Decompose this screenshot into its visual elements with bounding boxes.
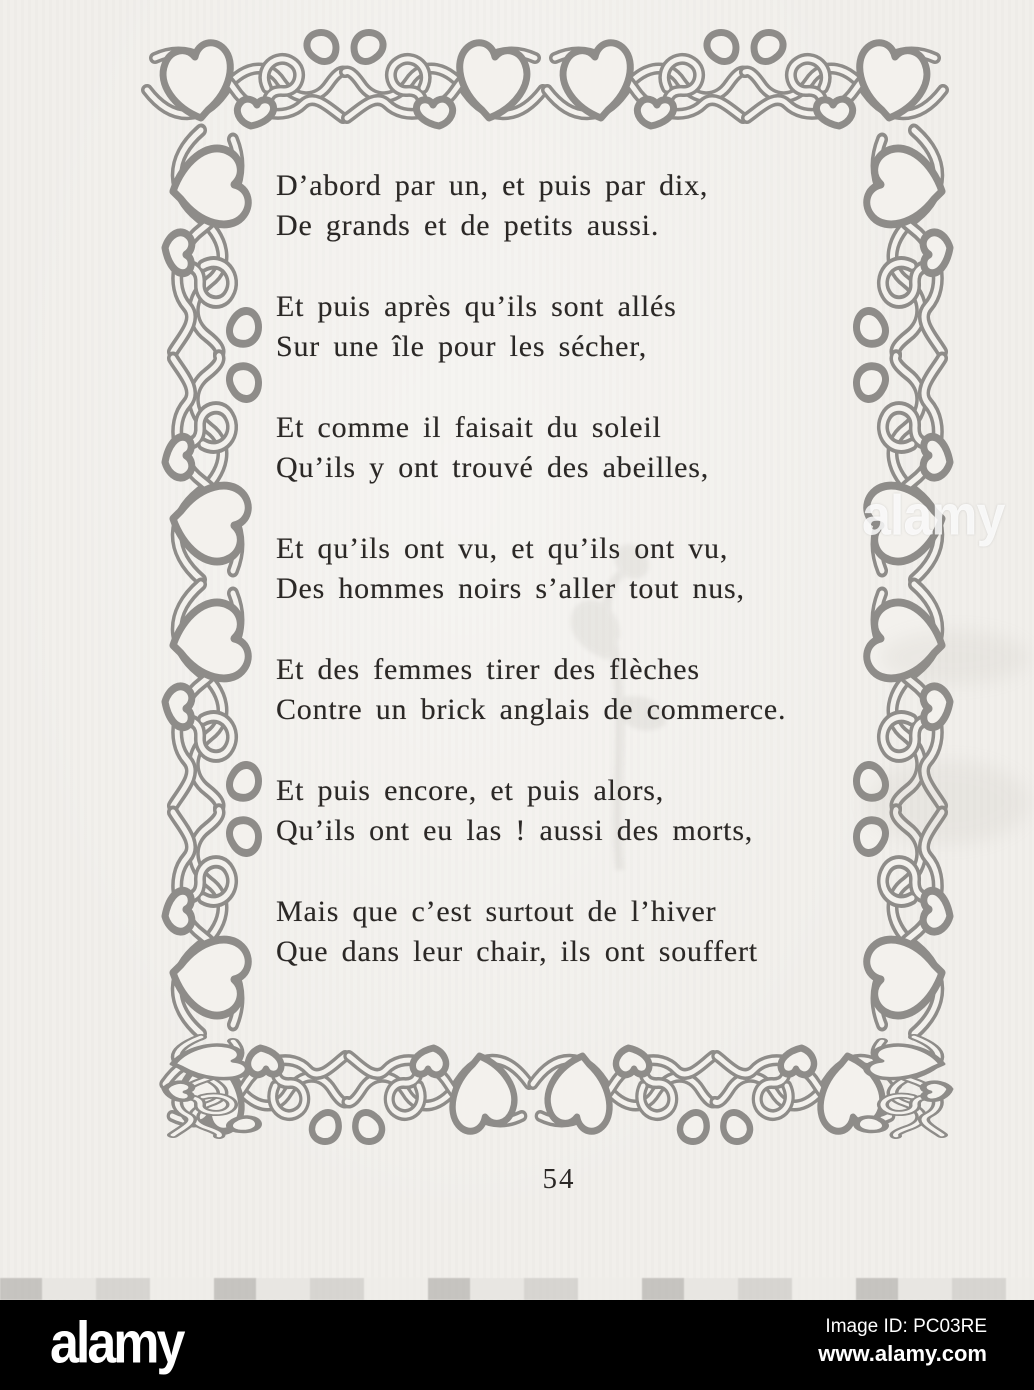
poem-line: Que dans leur chair, ils ont souffert <box>276 935 758 968</box>
poem-stanza <box>276 529 786 609</box>
alamy-logo: alamy <box>50 1311 183 1377</box>
page-number: 54 <box>542 1163 576 1195</box>
poem-line: Et comme il faisait du soleil <box>276 411 662 444</box>
show-through-smudge <box>880 630 1030 685</box>
poem-line: Et des femmes tirer des flèches <box>276 653 700 686</box>
poem-line: Et qu’ils ont vu, et qu’ils ont vu, <box>276 532 729 565</box>
poem-line: De grands et de petits aussi. <box>276 209 660 242</box>
poem-stanza <box>276 166 786 246</box>
poem-stanza <box>276 408 786 488</box>
image-id-text: Image ID: PC03RE <box>825 1316 987 1337</box>
poem-line: Contre un brick anglais de commerce. <box>276 693 787 726</box>
show-through-smudge <box>865 760 1030 845</box>
poem-stanza <box>276 892 786 972</box>
poem <box>276 166 786 1013</box>
poem-stanza <box>276 287 786 367</box>
poem-line: Qu’ils ont eu las ! aussi des morts, <box>276 814 754 847</box>
poem-line: D’abord par un, et puis par dix, <box>276 169 709 202</box>
poem-line: Qu’ils y ont trouvé des abeilles, <box>276 451 709 484</box>
alamy-watermark: alamy <box>862 484 1005 548</box>
alamy-url-text: www.alamy.com <box>818 1341 987 1366</box>
poem-line: Sur une île pour les sécher, <box>276 330 648 363</box>
poem-line: Et puis encore, et puis alors, <box>276 774 665 807</box>
poem-line: Des hommes noirs s’aller tout nus, <box>276 572 745 605</box>
poem-stanza <box>276 650 786 730</box>
scan-edge-strip <box>0 1278 1034 1300</box>
poem-stanza <box>276 771 786 851</box>
alamy-footer-bar <box>0 1300 1034 1390</box>
poem-line: Mais que c’est surtout de l’hiver <box>276 895 717 928</box>
poem-line: Et puis après qu’ils sont allés <box>276 290 677 323</box>
